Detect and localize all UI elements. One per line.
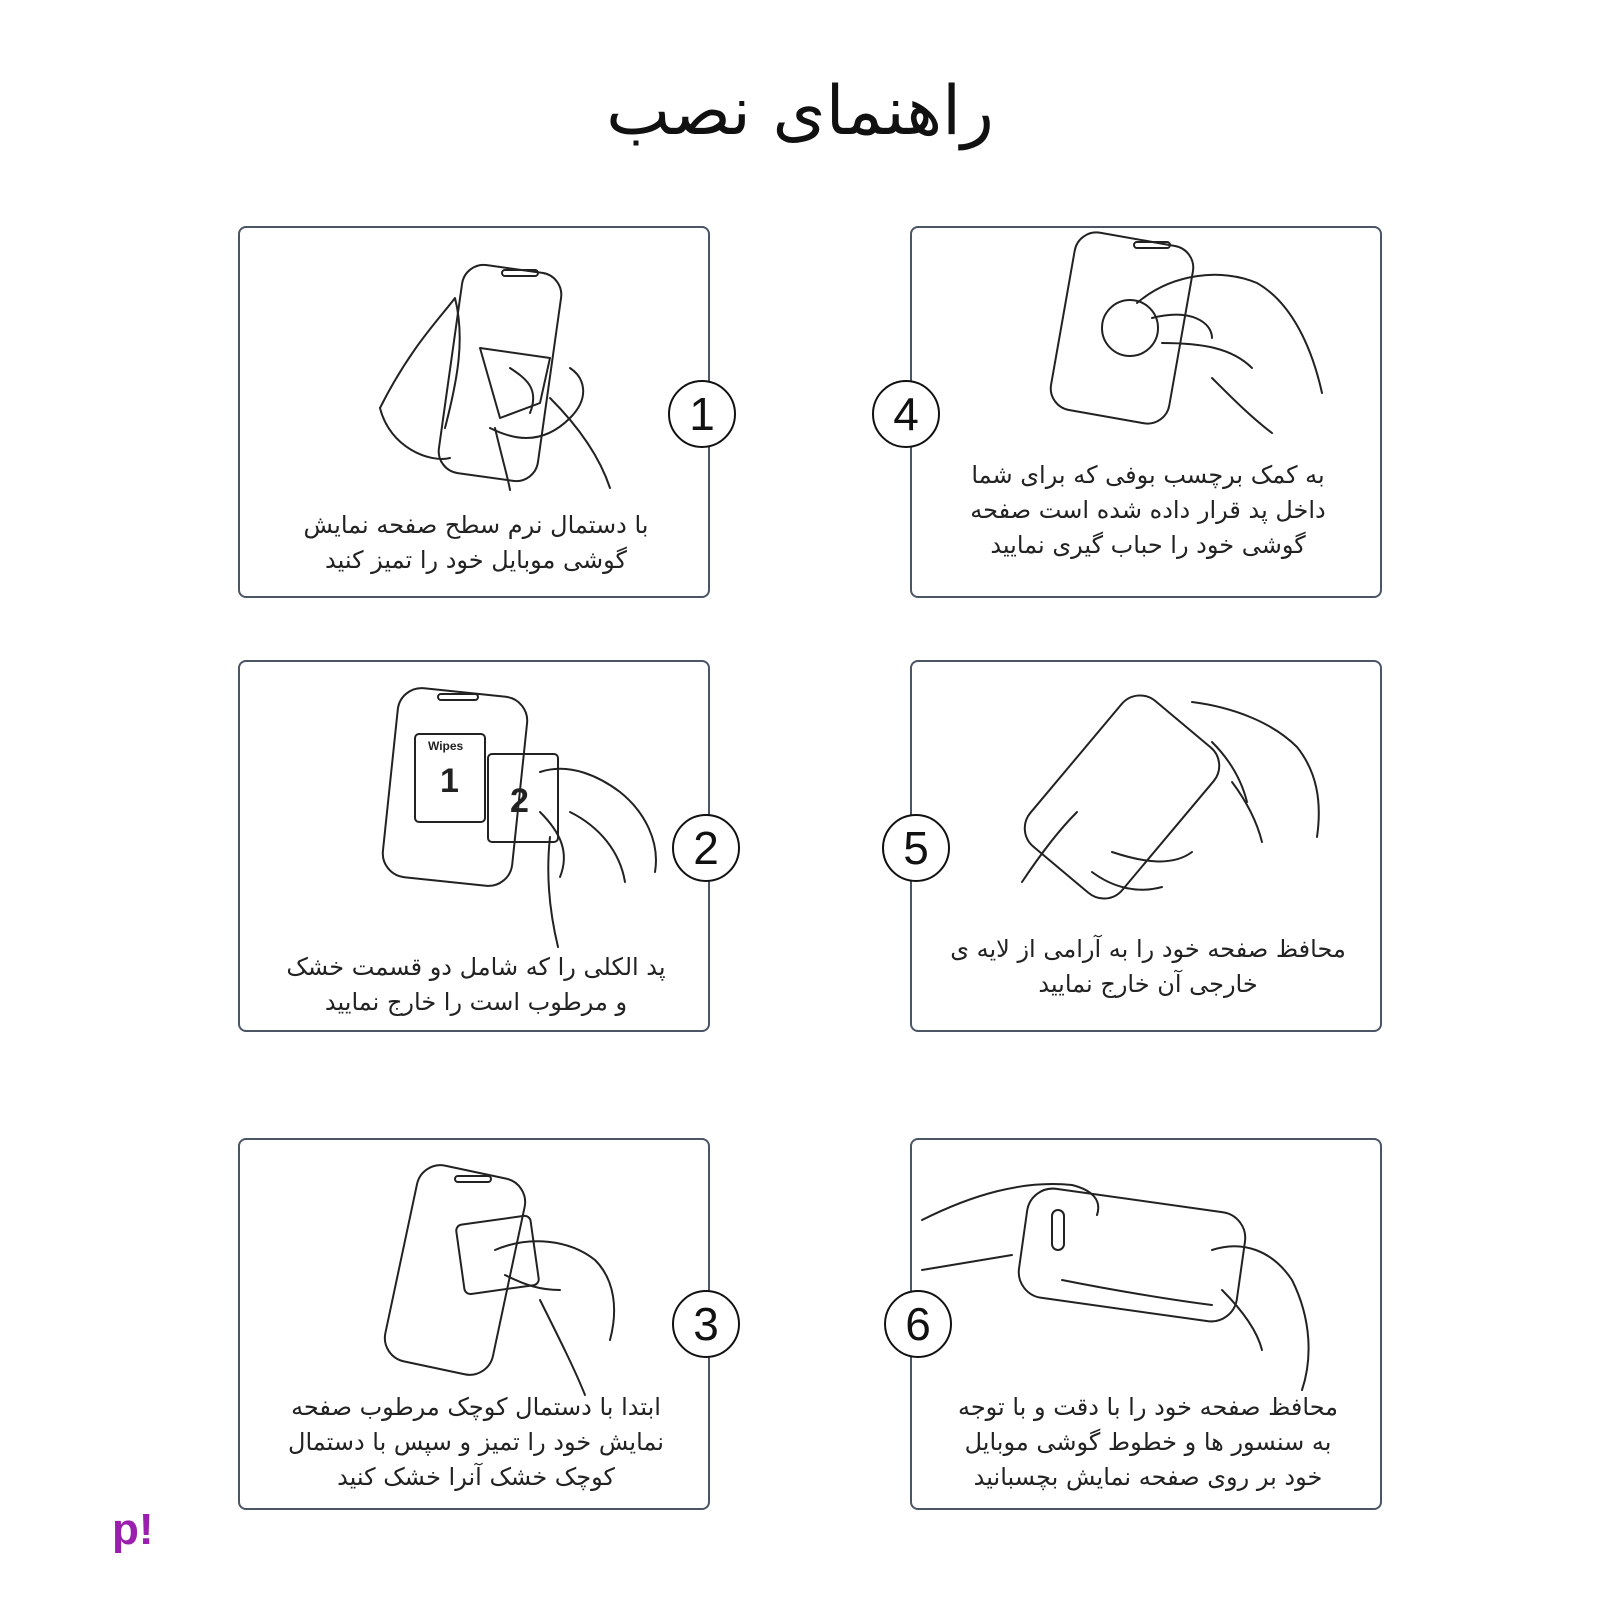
caption-line: با دستمال نرم سطح صفحه نمایش: [303, 511, 649, 539]
step-caption: [260, 1390, 692, 1495]
brand-logo: p!: [112, 1505, 154, 1554]
step-card-5: [903, 660, 1382, 1032]
pad-number-2: 2: [510, 782, 529, 820]
page-title: راهنمای نصب: [606, 72, 994, 151]
step-card-1: [238, 226, 715, 598]
caption-line: نمایش خود را تمیز و سپس با دستمال: [288, 1428, 664, 1456]
caption-line: خود بر روی صفحه نمایش بچسبانید: [973, 1463, 1323, 1491]
caption-line: گوشی خود را حباب گیری نمایید: [990, 531, 1306, 559]
step-number-badge: 5: [882, 814, 950, 882]
caption-line: ابتدا با دستمال کوچک مرطوب صفحه: [291, 1393, 661, 1421]
caption-line: به سنسور ها و خطوط گوشی موبایل: [964, 1428, 1332, 1456]
step-number-badge: 6: [884, 1290, 952, 1358]
step-number-badge: 3: [672, 1290, 740, 1358]
step-number-badge: 2: [672, 814, 740, 882]
pad-number-1: 1: [440, 762, 459, 800]
caption-line: و مرطوب است را خارج نمایید: [324, 988, 628, 1016]
step-caption: [932, 1390, 1364, 1495]
step-card-3: [238, 1138, 719, 1510]
caption-line: محافظ صفحه خود را به آرامی از لایه ی: [950, 935, 1346, 963]
caption-line: گوشی موبایل خود را تمیز کنید: [325, 546, 627, 574]
step-card-6: [905, 1138, 1382, 1510]
step-caption: [260, 508, 692, 578]
caption-line: داخل پد قرار داده شده است صفحه: [970, 496, 1326, 524]
step-caption: [932, 932, 1364, 1002]
step-number-badge: 4: [872, 380, 940, 448]
caption-line: کوچک خشک آنرا خشک کنید: [337, 1463, 615, 1491]
step-number-badge: 1: [668, 380, 736, 448]
caption-line: پد الکلی را که شامل دو قسمت خشک: [286, 953, 666, 981]
step-caption: [260, 950, 692, 1020]
step-caption: [932, 458, 1364, 563]
caption-line: به کمک برچسب بوفی که برای شما: [971, 461, 1325, 489]
caption-line: محافظ صفحه خود را با دقت و با توجه: [957, 1393, 1339, 1421]
step-card-2: [238, 660, 719, 1032]
step-card-4: [893, 226, 1382, 598]
caption-line: خارجی آن خارج نمایید: [1038, 970, 1258, 998]
wipes-label: Wipes: [428, 739, 464, 753]
